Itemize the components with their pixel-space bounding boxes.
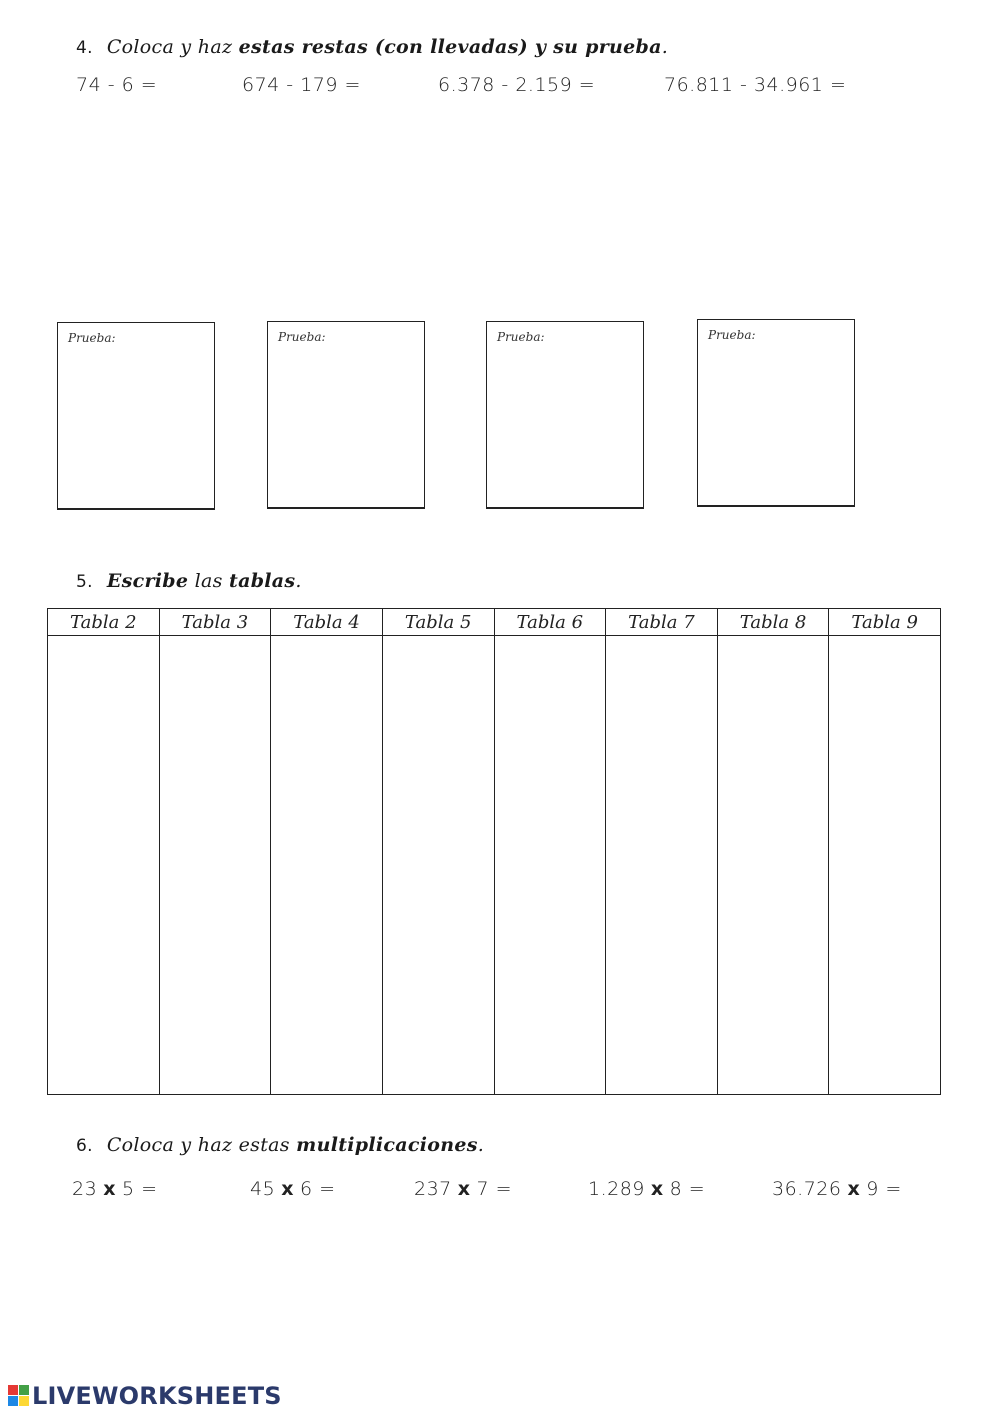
- table-cell: [48, 636, 160, 1095]
- prueba-box-1: [57, 322, 215, 510]
- multiplication-3-answer[interactable]: [512, 1178, 586, 1201]
- section-6-end: .: [477, 1134, 485, 1156]
- prueba-2-input[interactable]: [274, 350, 418, 501]
- section-6-number: 6.: [76, 1136, 93, 1156]
- section-4-intro: Coloca y haz: [106, 36, 239, 58]
- multiplication-1-answer[interactable]: [156, 1178, 230, 1201]
- multiplication-2-answer[interactable]: [336, 1178, 410, 1201]
- multiplication-4-answer[interactable]: [698, 1178, 772, 1201]
- multiplication-tables-grid: [47, 608, 941, 1095]
- prueba-label: Prueba:: [68, 331, 116, 345]
- table-header: Tabla 8: [717, 609, 829, 636]
- multiplication-5-answer[interactable]: [898, 1178, 982, 1201]
- subtraction-work-area[interactable]: [60, 108, 924, 308]
- prueba-label: Prueba:: [708, 328, 756, 342]
- subtraction-1-answer[interactable]: [166, 74, 230, 97]
- table-cell: [494, 636, 606, 1095]
- table-cell: [829, 636, 941, 1095]
- section-5-bold-1: Escribe: [106, 570, 189, 592]
- multiplication-5: [772, 1178, 902, 1200]
- multiplication-3-factor-b: 7 =: [476, 1178, 513, 1200]
- subtraction-2-answer[interactable]: [362, 74, 426, 97]
- multiplication-3: [414, 1178, 512, 1200]
- prueba-label: Prueba:: [278, 330, 326, 344]
- subtraction-2: 674 - 179 =: [242, 74, 361, 96]
- section-4-number: 4.: [76, 38, 93, 58]
- multiplication-4-factor-a: 1.289: [588, 1178, 645, 1200]
- tabla-7-input[interactable]: [606, 636, 717, 1094]
- table-header: Tabla 2: [48, 609, 160, 636]
- liveworksheets-logo: [8, 1382, 282, 1410]
- section-5-mid: las: [188, 570, 230, 592]
- multiplication-4-factor-b: 8 =: [669, 1178, 706, 1200]
- section-6-intro: Coloca y haz estas: [106, 1134, 297, 1156]
- prueba-box-3: [486, 321, 644, 509]
- prueba-box-4: [697, 319, 855, 507]
- table-header: Tabla 5: [382, 609, 494, 636]
- subtraction-1: 74 - 6 =: [76, 74, 158, 96]
- times-sign: x: [281, 1178, 294, 1200]
- prueba-label: Prueba:: [497, 330, 545, 344]
- section-4-bold-text: estas restas (con llevadas) y su prueba: [238, 36, 662, 58]
- section-4-end: .: [661, 36, 669, 58]
- multiplication-1-factor-a: 23: [72, 1178, 98, 1200]
- section-5-end: .: [295, 570, 302, 592]
- tabla-2-input[interactable]: [48, 636, 159, 1094]
- table-cell: [271, 636, 383, 1095]
- multiplication-1-factor-b: 5 =: [121, 1178, 158, 1200]
- table-header: Tabla 9: [829, 609, 941, 636]
- times-sign: x: [650, 1178, 664, 1200]
- tabla-6-input[interactable]: [495, 636, 606, 1094]
- table-header: Tabla 4: [271, 609, 383, 636]
- prueba-box-2: [267, 321, 425, 509]
- multiplication-1: [72, 1178, 158, 1200]
- multiplication-2-factor-a: 45: [250, 1178, 276, 1200]
- times-sign: x: [847, 1178, 861, 1200]
- tabla-9-input[interactable]: [829, 636, 940, 1094]
- multiplication-4: [588, 1178, 705, 1200]
- table-header: Tabla 6: [494, 609, 606, 636]
- table-header: Tabla 3: [159, 609, 271, 636]
- tabla-3-input[interactable]: [160, 636, 271, 1094]
- multiplication-5-factor-a: 36.726: [772, 1178, 842, 1200]
- section-5-heading: [76, 570, 302, 592]
- multiplication-2: [250, 1178, 336, 1200]
- multiplication-work-area[interactable]: [60, 1212, 944, 1366]
- section-6-heading: [76, 1134, 484, 1156]
- section-5-number: 5.: [76, 572, 93, 592]
- multiplication-2-factor-b: 6 =: [299, 1178, 336, 1200]
- table-cell: [606, 636, 718, 1095]
- liveworksheets-logo-icon: [8, 1385, 30, 1407]
- section-6-bold-text: multiplicaciones: [296, 1134, 478, 1156]
- multiplication-3-factor-a: 237: [414, 1178, 452, 1200]
- section-4-heading: [76, 36, 668, 58]
- subtraction-4-answer[interactable]: [830, 74, 924, 97]
- times-sign: x: [457, 1178, 471, 1200]
- times-sign: x: [103, 1178, 116, 1200]
- multiplication-5-factor-b: 9 =: [866, 1178, 902, 1200]
- table-cell: [717, 636, 829, 1095]
- prueba-1-input[interactable]: [64, 351, 208, 502]
- table-cell: [159, 636, 271, 1095]
- table-header: Tabla 7: [606, 609, 718, 636]
- liveworksheets-logo-text: LIVEWORKSHEETS: [32, 1382, 282, 1410]
- prueba-4-input[interactable]: [704, 348, 848, 499]
- subtraction-4: 76.811 - 34.961 =: [664, 74, 847, 96]
- tabla-4-input[interactable]: [271, 636, 382, 1094]
- subtraction-3-answer[interactable]: [588, 74, 652, 97]
- table-cell: [382, 636, 494, 1095]
- section-5-bold-2: tablas: [229, 570, 296, 592]
- tabla-5-input[interactable]: [383, 636, 494, 1094]
- subtraction-3: 6.378 - 2.159 =: [438, 74, 596, 96]
- tabla-8-input[interactable]: [718, 636, 829, 1094]
- prueba-3-input[interactable]: [493, 350, 637, 501]
